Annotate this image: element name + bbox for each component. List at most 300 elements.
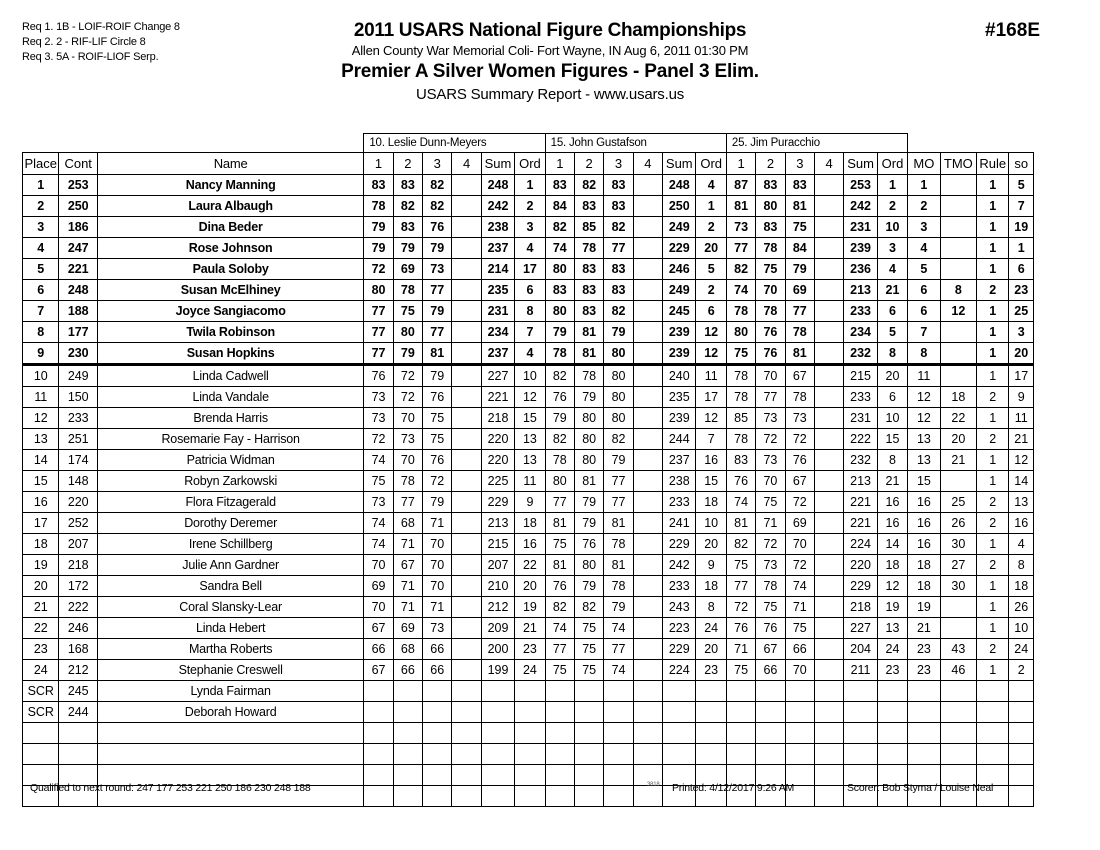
cell-p2-f1: 79 bbox=[545, 322, 574, 343]
cell-tmo bbox=[940, 723, 976, 744]
cell-p3-f1: 75 bbox=[726, 343, 755, 365]
cell-cont: 253 bbox=[59, 175, 97, 196]
col-p3-sum: Sum bbox=[844, 153, 877, 175]
cell-p1-sum: 207 bbox=[481, 555, 514, 576]
col-p2-f1: 1 bbox=[545, 153, 574, 175]
cell-p2-f4 bbox=[633, 639, 662, 660]
cell-p2-f2: 83 bbox=[574, 259, 603, 280]
cell-p3-ord: 10 bbox=[877, 217, 907, 238]
cell-p3-f1: 76 bbox=[726, 471, 755, 492]
cell-p2-f3: 83 bbox=[604, 280, 633, 301]
cell-p1-f1: 67 bbox=[364, 660, 393, 681]
cell-p1-f2: 78 bbox=[393, 471, 422, 492]
cell-p3-f3: 83 bbox=[785, 175, 814, 196]
cell-cont: 251 bbox=[59, 429, 97, 450]
cell-p3-f1: 73 bbox=[726, 217, 755, 238]
cell-p3-f1: 81 bbox=[726, 513, 755, 534]
cell-mo: 13 bbox=[908, 429, 940, 450]
cell-p2-ord: 8 bbox=[696, 597, 726, 618]
cell-p2-f1: 76 bbox=[545, 576, 574, 597]
cell-p2-sum: 223 bbox=[663, 618, 696, 639]
cell-p2-f3: 77 bbox=[604, 238, 633, 259]
cell-p1-f1: 80 bbox=[364, 280, 393, 301]
table-row[interactable] bbox=[23, 492, 1034, 513]
cell-p2-f1: 80 bbox=[545, 471, 574, 492]
cell-p2-f2 bbox=[574, 744, 603, 765]
cell-p3-f1: 78 bbox=[726, 301, 755, 322]
cell-p3-f1 bbox=[726, 744, 755, 765]
cell-p1-f2: 70 bbox=[393, 450, 422, 471]
cell-so: 5 bbox=[1009, 175, 1034, 196]
cell-cont: 246 bbox=[59, 618, 97, 639]
cell-p2-f4 bbox=[633, 280, 662, 301]
cell-p1-ord: 1 bbox=[515, 175, 545, 196]
cell-so: 16 bbox=[1009, 513, 1034, 534]
cell-rule: 1 bbox=[977, 301, 1009, 322]
cell-p2-f3: 81 bbox=[604, 513, 633, 534]
cell-p1-f4 bbox=[452, 639, 481, 660]
cell-p2-f2: 81 bbox=[574, 343, 603, 365]
cell-place bbox=[23, 744, 59, 765]
table-row[interactable] bbox=[23, 681, 1034, 702]
cell-p1-sum: 220 bbox=[481, 429, 514, 450]
cell-cont: 245 bbox=[59, 681, 97, 702]
cell-p1-f3: 71 bbox=[423, 513, 452, 534]
cell-cont bbox=[59, 723, 97, 744]
cell-p3-sum: 213 bbox=[844, 280, 877, 301]
cell-p1-f4 bbox=[452, 217, 481, 238]
cell-p2-f2: 83 bbox=[574, 280, 603, 301]
cell-tmo: 26 bbox=[940, 513, 976, 534]
cell-p2-sum: 233 bbox=[663, 576, 696, 597]
table-row[interactable] bbox=[23, 660, 1034, 681]
cell-so: 6 bbox=[1009, 259, 1034, 280]
cell-p3-f4 bbox=[814, 744, 843, 765]
cell-p1-f4 bbox=[452, 301, 481, 322]
cell-name: Patricia Widman bbox=[97, 450, 363, 471]
cell-p3-f3: 72 bbox=[785, 555, 814, 576]
cell-p1-sum bbox=[481, 786, 514, 807]
cell-p1-ord: 23 bbox=[515, 639, 545, 660]
cell-p2-f3: 83 bbox=[604, 175, 633, 196]
cell-name: Robyn Zarkowski bbox=[97, 471, 363, 492]
cell-rule bbox=[977, 723, 1009, 744]
cell-p2-f3: 82 bbox=[604, 429, 633, 450]
cell-cont: 233 bbox=[59, 408, 97, 429]
cell-p2-f4 bbox=[633, 365, 662, 387]
table-row[interactable] bbox=[23, 238, 1034, 259]
cell-p1-f1: 75 bbox=[364, 471, 393, 492]
cell-p3-f3: 79 bbox=[785, 259, 814, 280]
column-header-row bbox=[23, 153, 1034, 175]
cell-p3-f3 bbox=[785, 744, 814, 765]
cell-p2-f3: 83 bbox=[604, 259, 633, 280]
cell-so bbox=[1009, 723, 1034, 744]
table-row[interactable] bbox=[23, 387, 1034, 408]
table-row[interactable] bbox=[23, 555, 1034, 576]
cell-p3-f4 bbox=[814, 175, 843, 196]
cell-name: Paula Soloby bbox=[97, 259, 363, 280]
cell-place: 23 bbox=[23, 639, 59, 660]
cell-p2-f4 bbox=[633, 492, 662, 513]
cell-cont: 230 bbox=[59, 343, 97, 365]
cell-p1-f2 bbox=[393, 702, 422, 723]
cell-p3-f2: 67 bbox=[756, 639, 785, 660]
cell-p3-f2: 78 bbox=[756, 576, 785, 597]
cell-p2-sum: 246 bbox=[663, 259, 696, 280]
cell-p3-f3: 81 bbox=[785, 196, 814, 217]
cell-p1-ord bbox=[515, 765, 545, 786]
cell-p3-sum: 215 bbox=[844, 365, 877, 387]
cell-p3-f2: 70 bbox=[756, 471, 785, 492]
cell-place: 9 bbox=[23, 343, 59, 365]
cell-p3-ord: 4 bbox=[877, 259, 907, 280]
cell-p3-sum: 229 bbox=[844, 576, 877, 597]
cell-p1-f4 bbox=[452, 387, 481, 408]
cell-mo: 13 bbox=[908, 450, 940, 471]
cell-p3-f3: 81 bbox=[785, 343, 814, 365]
cell-p2-f1: 75 bbox=[545, 534, 574, 555]
cell-p2-sum: 249 bbox=[663, 280, 696, 301]
cell-tmo bbox=[940, 238, 976, 259]
table-row[interactable] bbox=[23, 471, 1034, 492]
cell-mo: 11 bbox=[908, 365, 940, 387]
cell-p3-ord: 16 bbox=[877, 492, 907, 513]
cell-p3-f2: 83 bbox=[756, 217, 785, 238]
cell-p1-f4 bbox=[452, 681, 481, 702]
cell-rule: 1 bbox=[977, 322, 1009, 343]
cell-p1-f2 bbox=[393, 786, 422, 807]
cell-p1-f2 bbox=[393, 723, 422, 744]
cell-p2-f1: 84 bbox=[545, 196, 574, 217]
cell-p1-sum: 225 bbox=[481, 471, 514, 492]
cell-p3-f4 bbox=[814, 387, 843, 408]
cell-p2-f3: 82 bbox=[604, 217, 633, 238]
table-row[interactable] bbox=[23, 597, 1034, 618]
cell-p2-f2: 80 bbox=[574, 450, 603, 471]
cell-mo: 6 bbox=[908, 280, 940, 301]
cell-p2-f1: 81 bbox=[545, 513, 574, 534]
cell-mo: 16 bbox=[908, 513, 940, 534]
cell-so: 18 bbox=[1009, 576, 1034, 597]
judge-band-row bbox=[23, 134, 1034, 153]
cell-p1-ord: 18 bbox=[515, 513, 545, 534]
cell-place: 2 bbox=[23, 196, 59, 217]
cell-name: Dorothy Deremer bbox=[97, 513, 363, 534]
cell-rule: 1 bbox=[977, 618, 1009, 639]
cell-cont: 150 bbox=[59, 387, 97, 408]
cell-name: Joyce Sangiacomo bbox=[97, 301, 363, 322]
cell-p3-f1: 78 bbox=[726, 365, 755, 387]
cell-so: 10 bbox=[1009, 618, 1034, 639]
cell-p2-f1: 74 bbox=[545, 618, 574, 639]
cell-mo: 3 bbox=[908, 217, 940, 238]
cell-p2-f2 bbox=[574, 681, 603, 702]
cell-tmo: 30 bbox=[940, 576, 976, 597]
cell-p3-f1: 77 bbox=[726, 576, 755, 597]
cell-p3-f4 bbox=[814, 408, 843, 429]
cell-p1-f4 bbox=[452, 597, 481, 618]
table-row[interactable] bbox=[23, 365, 1034, 387]
cell-p1-f3: 79 bbox=[423, 238, 452, 259]
cell-p1-sum: 238 bbox=[481, 217, 514, 238]
cell-p3-f3: 67 bbox=[785, 471, 814, 492]
col-so: so bbox=[1009, 153, 1034, 175]
cell-p1-ord: 21 bbox=[515, 618, 545, 639]
cell-p2-sum: 242 bbox=[663, 555, 696, 576]
cell-p3-f1: 74 bbox=[726, 280, 755, 301]
cell-p1-f1 bbox=[364, 702, 393, 723]
cell-tmo: 8 bbox=[940, 280, 976, 301]
cell-cont: 207 bbox=[59, 534, 97, 555]
cell-p3-ord bbox=[877, 744, 907, 765]
table-row[interactable] bbox=[23, 280, 1034, 301]
cell-p2-f3: 78 bbox=[604, 576, 633, 597]
cell-p1-f1: 74 bbox=[364, 534, 393, 555]
table-row[interactable] bbox=[23, 639, 1034, 660]
cell-p1-f1: 69 bbox=[364, 576, 393, 597]
cell-p2-f4 bbox=[633, 238, 662, 259]
cell-p2-f4 bbox=[633, 450, 662, 471]
cell-tmo bbox=[940, 744, 976, 765]
cell-p2-f3 bbox=[604, 765, 633, 786]
cell-p1-f3: 76 bbox=[423, 387, 452, 408]
cell-p1-f3 bbox=[423, 681, 452, 702]
cell-p3-sum: 242 bbox=[844, 196, 877, 217]
cell-mo: 16 bbox=[908, 534, 940, 555]
cell-p2-f4 bbox=[633, 723, 662, 744]
cell-p3-f4 bbox=[814, 280, 843, 301]
judge-band-spacer-right bbox=[908, 134, 1034, 153]
results-body bbox=[23, 134, 1034, 807]
col-place: Place bbox=[23, 153, 59, 175]
table-row[interactable] bbox=[23, 618, 1034, 639]
cell-mo: 15 bbox=[908, 471, 940, 492]
cell-p3-f3: 76 bbox=[785, 450, 814, 471]
cell-p3-sum: 222 bbox=[844, 429, 877, 450]
cell-p2-ord: 10 bbox=[696, 513, 726, 534]
cell-p1-f3: 73 bbox=[423, 259, 452, 280]
cell-p2-ord bbox=[696, 744, 726, 765]
cell-p2-ord: 2 bbox=[696, 280, 726, 301]
cell-p3-f2: 72 bbox=[756, 429, 785, 450]
cell-p1-f2: 68 bbox=[393, 639, 422, 660]
cell-p3-f3: 72 bbox=[785, 429, 814, 450]
table-row[interactable] bbox=[23, 343, 1034, 365]
cell-p2-ord: 20 bbox=[696, 639, 726, 660]
cell-name: Lynda Fairman bbox=[97, 681, 363, 702]
table-row[interactable] bbox=[23, 196, 1034, 217]
cell-rule: 1 bbox=[977, 259, 1009, 280]
cell-p1-ord: 20 bbox=[515, 576, 545, 597]
cell-p1-f1: 72 bbox=[364, 259, 393, 280]
cell-p1-f2: 68 bbox=[393, 513, 422, 534]
cell-p3-f1: 77 bbox=[726, 238, 755, 259]
table-row[interactable] bbox=[23, 702, 1034, 723]
cell-p2-f3: 80 bbox=[604, 408, 633, 429]
cell-p1-f3: 71 bbox=[423, 597, 452, 618]
cell-place: 14 bbox=[23, 450, 59, 471]
cell-so: 12 bbox=[1009, 450, 1034, 471]
cell-p3-f1: 74 bbox=[726, 492, 755, 513]
cell-p2-f1: 83 bbox=[545, 175, 574, 196]
cell-p1-ord bbox=[515, 702, 545, 723]
cell-p1-f2 bbox=[393, 744, 422, 765]
cell-p1-f3 bbox=[423, 786, 452, 807]
col-p3-f3: 3 bbox=[785, 153, 814, 175]
cell-p3-f1: 75 bbox=[726, 660, 755, 681]
cell-mo bbox=[908, 723, 940, 744]
cell-p3-f3: 71 bbox=[785, 597, 814, 618]
cell-p2-sum: 229 bbox=[663, 534, 696, 555]
cell-p2-f4 bbox=[633, 196, 662, 217]
table-row[interactable] bbox=[23, 576, 1034, 597]
cell-p1-f3: 82 bbox=[423, 175, 452, 196]
cell-p2-f4 bbox=[633, 681, 662, 702]
table-row[interactable] bbox=[23, 175, 1034, 196]
cell-name: Linda Hebert bbox=[97, 618, 363, 639]
cell-p2-f4 bbox=[633, 259, 662, 280]
cell-rule: 2 bbox=[977, 387, 1009, 408]
cell-p3-f4 bbox=[814, 681, 843, 702]
cell-p1-ord: 6 bbox=[515, 280, 545, 301]
cell-p3-f4 bbox=[814, 217, 843, 238]
cell-p2-f3: 80 bbox=[604, 343, 633, 365]
cell-p1-f4 bbox=[452, 534, 481, 555]
cell-p3-f2: 73 bbox=[756, 408, 785, 429]
cell-p2-f4 bbox=[633, 702, 662, 723]
cell-p2-sum bbox=[663, 744, 696, 765]
cell-place: 19 bbox=[23, 555, 59, 576]
cell-name: Flora Fitzagerald bbox=[97, 492, 363, 513]
cell-tmo bbox=[940, 259, 976, 280]
table-row[interactable] bbox=[23, 450, 1034, 471]
cell-p3-f1: 87 bbox=[726, 175, 755, 196]
cell-p3-f4 bbox=[814, 492, 843, 513]
cell-p2-sum bbox=[663, 702, 696, 723]
requirement-2: Req 2. 2 - RIF-LIF Circle 8 bbox=[22, 36, 146, 48]
cell-p1-ord: 11 bbox=[515, 471, 545, 492]
cell-so: 20 bbox=[1009, 343, 1034, 365]
cell-p2-f3: 80 bbox=[604, 387, 633, 408]
table-row[interactable] bbox=[23, 301, 1034, 322]
cell-p3-ord: 18 bbox=[877, 555, 907, 576]
meet-title: 2011 USARS National Figure Championships bbox=[353, 20, 747, 41]
col-p3-f4: 4 bbox=[814, 153, 843, 175]
cell-rule: 1 bbox=[977, 597, 1009, 618]
cell-p2-ord: 20 bbox=[696, 238, 726, 259]
cell-p3-f1: 80 bbox=[726, 322, 755, 343]
cell-p1-f2: 69 bbox=[393, 259, 422, 280]
cell-mo: 6 bbox=[908, 301, 940, 322]
cell-p1-f4 bbox=[452, 175, 481, 196]
event-title: Premier A Silver Women Figures - Panel 3 Elim. bbox=[341, 61, 759, 82]
cell-p1-f2: 78 bbox=[393, 280, 422, 301]
table-row[interactable] bbox=[23, 429, 1034, 450]
cell-place: 17 bbox=[23, 513, 59, 534]
requirement-1: Req 1. 1B - LOIF-ROIF Change 8 bbox=[22, 21, 180, 33]
cell-p1-f1: 72 bbox=[364, 429, 393, 450]
cell-tmo bbox=[940, 217, 976, 238]
cell-p1-f4 bbox=[452, 196, 481, 217]
cell-rule: 1 bbox=[977, 343, 1009, 365]
cell-p2-f2: 83 bbox=[574, 196, 603, 217]
table-row[interactable] bbox=[23, 259, 1034, 280]
cell-p3-f2: 78 bbox=[756, 301, 785, 322]
col-p2-sum: Sum bbox=[663, 153, 696, 175]
cell-p2-f2: 81 bbox=[574, 322, 603, 343]
cell-cont: 247 bbox=[59, 238, 97, 259]
cell-p1-sum bbox=[481, 681, 514, 702]
cell-rule: 2 bbox=[977, 429, 1009, 450]
cell-p3-f1: 82 bbox=[726, 259, 755, 280]
cell-cont: 168 bbox=[59, 639, 97, 660]
cell-p3-sum: 239 bbox=[844, 238, 877, 259]
cell-p2-f2: 79 bbox=[574, 576, 603, 597]
cell-p2-f2: 82 bbox=[574, 175, 603, 196]
cell-p2-sum: 245 bbox=[663, 301, 696, 322]
cell-p1-f2: 73 bbox=[393, 429, 422, 450]
table-row[interactable] bbox=[23, 534, 1034, 555]
cell-place: SCR bbox=[23, 702, 59, 723]
cell-p2-f2: 81 bbox=[574, 471, 603, 492]
cell-tmo bbox=[940, 322, 976, 343]
table-row[interactable] bbox=[23, 408, 1034, 429]
cell-name: Rosemarie Fay - Harrison bbox=[97, 429, 363, 450]
cell-so bbox=[1009, 765, 1034, 786]
cell-tmo: 27 bbox=[940, 555, 976, 576]
table-row[interactable] bbox=[23, 322, 1034, 343]
requirement-3: Req 3. 5A - ROIF-LIOF Serp. bbox=[22, 51, 159, 63]
cell-p2-ord: 1 bbox=[696, 196, 726, 217]
cell-p1-f1: 66 bbox=[364, 639, 393, 660]
cell-p3-f2: 72 bbox=[756, 534, 785, 555]
table-row[interactable] bbox=[23, 513, 1034, 534]
cell-p3-f3: 69 bbox=[785, 280, 814, 301]
form-code: 3818 bbox=[647, 782, 660, 788]
cell-rule: 1 bbox=[977, 175, 1009, 196]
col-p1-f2: 2 bbox=[393, 153, 422, 175]
cell-p2-f1: 78 bbox=[545, 343, 574, 365]
cell-p1-sum: 234 bbox=[481, 322, 514, 343]
cell-p1-sum: 218 bbox=[481, 408, 514, 429]
cell-p2-f4 bbox=[633, 343, 662, 365]
cell-p1-sum: 227 bbox=[481, 365, 514, 387]
cell-so bbox=[1009, 786, 1034, 807]
cell-p3-f3: 66 bbox=[785, 639, 814, 660]
cell-p3-f4 bbox=[814, 196, 843, 217]
cell-p3-sum: 253 bbox=[844, 175, 877, 196]
cell-p1-ord: 8 bbox=[515, 301, 545, 322]
cell-so bbox=[1009, 702, 1034, 723]
cell-p2-sum: 243 bbox=[663, 597, 696, 618]
table-row[interactable] bbox=[23, 217, 1034, 238]
cell-p2-ord: 6 bbox=[696, 301, 726, 322]
cell-name bbox=[97, 744, 363, 765]
cell-p2-ord: 4 bbox=[696, 175, 726, 196]
cell-p2-ord: 2 bbox=[696, 217, 726, 238]
cell-tmo: 18 bbox=[940, 387, 976, 408]
cell-p1-f4 bbox=[452, 450, 481, 471]
cell-p2-ord: 23 bbox=[696, 660, 726, 681]
cell-cont: 186 bbox=[59, 217, 97, 238]
cell-p2-f2: 75 bbox=[574, 660, 603, 681]
cell-name: Deborah Howard bbox=[97, 702, 363, 723]
cell-p3-ord: 6 bbox=[877, 301, 907, 322]
cell-rule: 1 bbox=[977, 365, 1009, 387]
cell-p2-ord: 18 bbox=[696, 492, 726, 513]
cell-p1-f1: 78 bbox=[364, 196, 393, 217]
